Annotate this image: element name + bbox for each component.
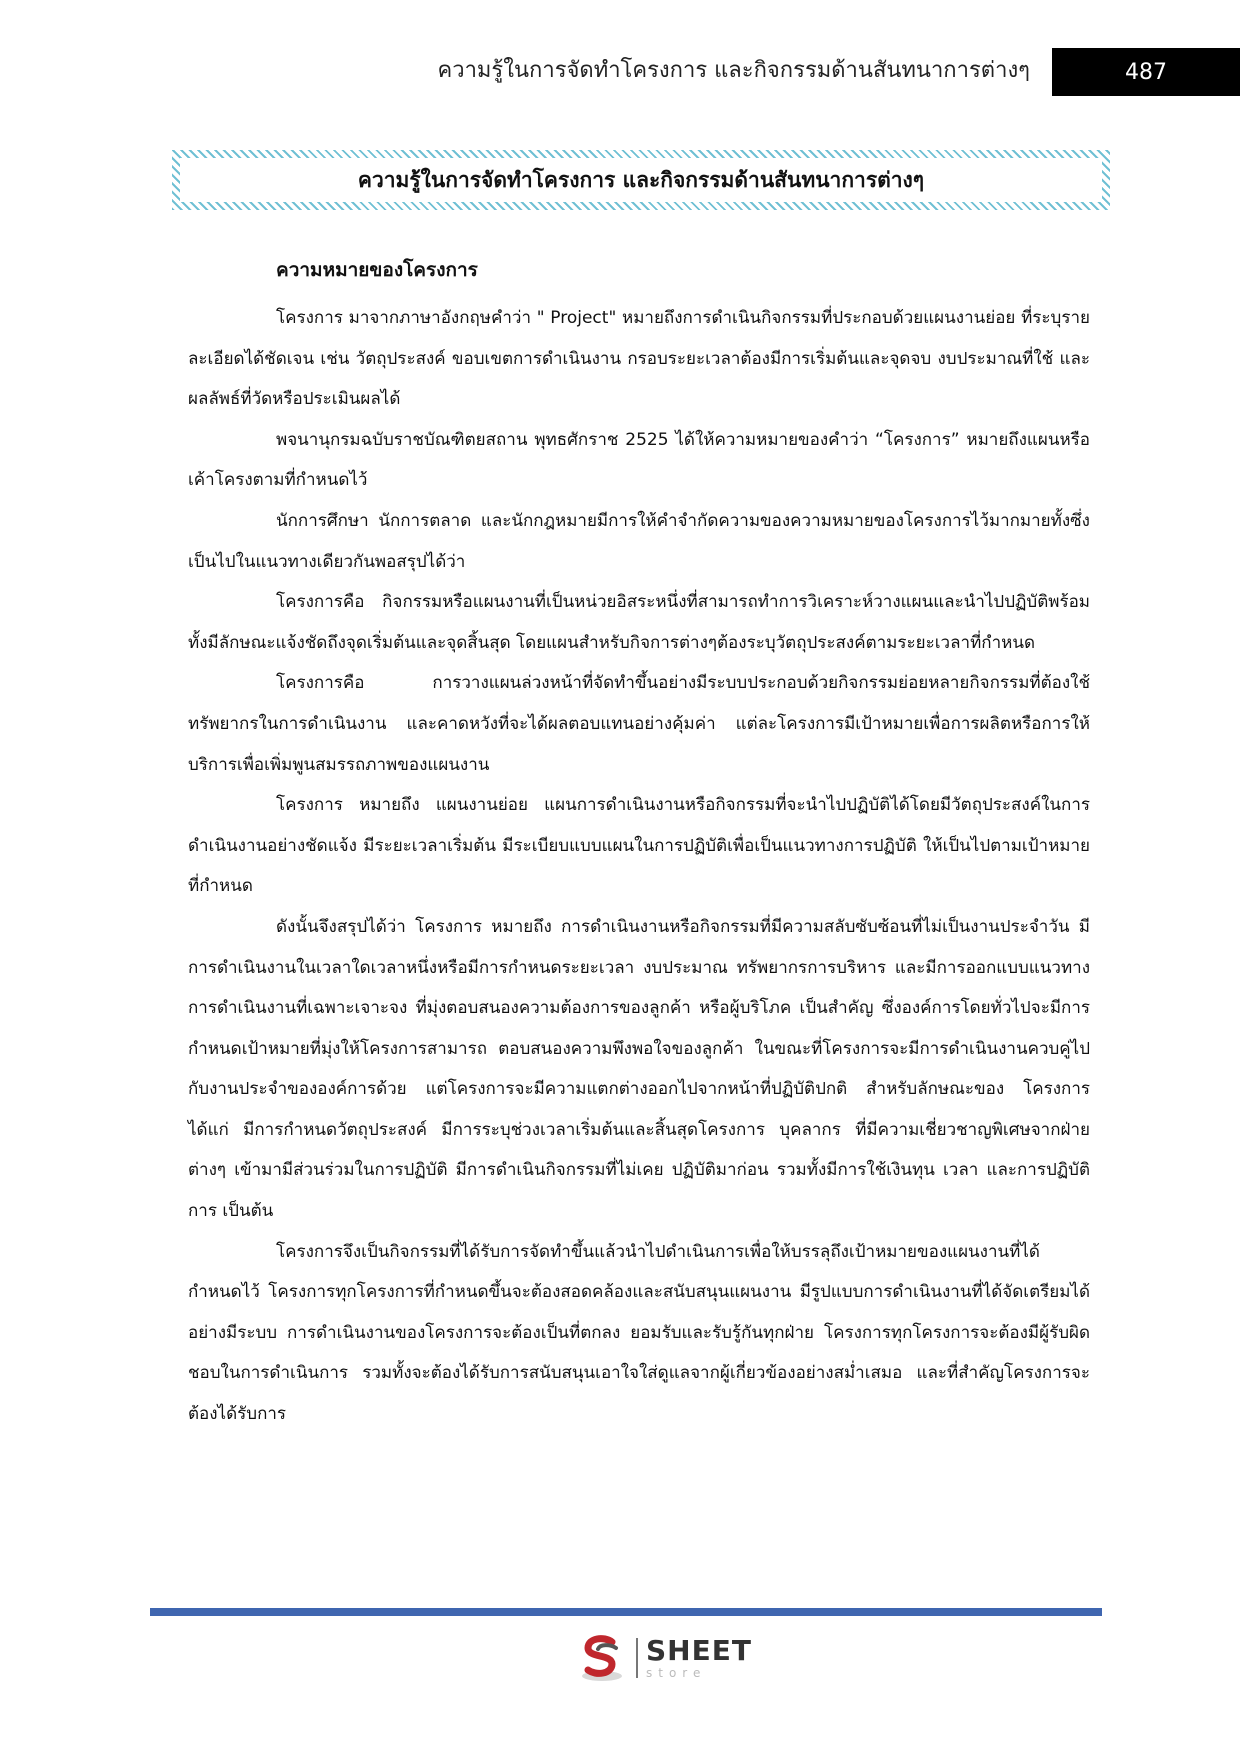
paragraph: พจนานุกรมฉบับราชบัณฑิตยสถาน พุทธศักราช 2525 ได้ให้ความหมายของคำว่า “โครงการ” หมายถึงแผนหรือเค้าโครงตามที่กำหนดไว้ — [188, 429, 1090, 491]
logo-main-text: SHEET — [646, 1634, 752, 1667]
page-number-box — [1052, 48, 1240, 96]
heading-definition: ความหมายของโครงการ — [276, 259, 478, 281]
logo-sub-text: store — [646, 1666, 707, 1680]
footer-divider — [150, 1608, 1102, 1616]
paragraph: โครงการคือ การวางแผนล่วงหน้าที่จัดทำขึ้นอย่างมีระบบประกอบด้วยกิจกรรมย่อยหลายกิจกรรมที่ต้องใช้ทรัพยากรในการดำเนินงาน และคาดหวังที่จะได้ผลตอบแทนอย่างคุ้มค่า แต่ละโครงการมีเป้าหมายเพื่อการผลิตหรือการให้บริการเพื่อเพิ่มพูนสมรรถภาพของแผนงาน — [188, 673, 1090, 775]
logo-text — [646, 1634, 752, 1680]
document-body — [188, 250, 1090, 1435]
section-title: ความรู้ในการจัดทำโครงการ และกิจกรรมด้านสันทนาการต่างๆ — [180, 158, 1102, 202]
page-number: 487 — [1125, 59, 1167, 85]
sheet-store-logo — [576, 1632, 752, 1684]
paragraph: โครงการคือ กิจกรรมหรือแผนงานที่เป็นหน่วยอิสระหนึ่งที่สามารถทำการวิเคราะห์วางแผนและนำไปปฏิบัติพร้อมทั้งมีลักษณะแจ้งชัดถึงจุดเริ่มต้นและจุดสิ้นสุด โดยแผนสำหรับกิจการต่างๆต้องระบุวัตถุประสงค์ตามระยะเวลาที่กำหนด — [188, 592, 1090, 653]
section-title-box — [172, 150, 1110, 210]
sheet-store-logo-icon — [576, 1632, 628, 1684]
running-header-title: ความรู้ในการจัดทำโครงการ และกิจกรรมด้านสันทนาการต่างๆ — [437, 58, 1030, 83]
paragraph: ดังนั้นจึงสรุปได้ว่า โครงการ หมายถึง การดำเนินงานหรือกิจกรรมที่มีความสลับซับซ้อนที่ไม่เป็นงานประจำวัน มีการดำเนินงานในเวลาใดเวลาหนึ่งหรือมีการกำหนดระยะเวลา งบประมาณ ทรัพยากรการบริหาร และมีการออกแบบแนวทางการดำเนินงานที่เฉพาะเจาะจง ที่มุ่งตอบสนองความต้องการของลูกค้า หรือผู้บริโภค เป็นสำคัญ ซึ่งองค์การโดยทั่วไปจะมีการกำหนดเป้าหมายที่มุ่งให้โครงการสามารถ ตอบสนองความพึงพอใจของลูกค้า ในขณะที่โครงการจะมีการดำเนินงานควบคู่ไปกับงานประจำขององค์การด้วย แต่โครงการจะมีความแตกต่างออกไปจากหน้าที่ปฏิบัติปกติ สำหรับลักษณะของ โครงการ ได้แก่ มีการกำหนดวัตถุประสงค์ มีการระบุช่วงเวลาเริ่มต้นและสิ้นสุดโครงการ บุคลากร ที่มีความเชี่ยวชาญพิเศษจากฝ่ายต่างๆ เข้ามามีส่วนร่วมในการปฏิบัติ มีการดำเนินกิจกรรมที่ไม่เคย ปฏิบัติมาก่อน รวมทั้งมีการใช้เงินทุน เวลา และการปฏิบัติการ เป็นต้น — [188, 916, 1090, 1222]
paragraph: นักการศึกษา นักการตลาด และนักกฎหมายมีการให้คำจำกัดความของความหมายของโครงการไว้มากมายทั้งซึ่งเป็นไปในแนวทางเดียวกันพอสรุปได้ว่า — [188, 510, 1090, 572]
paragraph: โครงการจึงเป็นกิจกรรมที่ได้รับการจัดทำขึ้นแล้วนำไปดำเนินการเพื่อให้บรรลุถึงเป้าหมายของแผนงานที่ได้กำหนดไว้ โครงการทุกโครงการที่กำหนดขึ้นจะต้องสอดคล้องและสนับสนุนแผนงาน มีรูปแบบการดำเนินงานที่ได้จัดเตรียมได้อย่างมีระบบ การดำเนินงานของโครงการจะต้องเป็นที่ตกลง ยอมรับและรับรู้กันทุกฝ่าย โครงการทุกโครงการจะต้องมีผู้รับผิดชอบในการดำเนินการ รวมทั้งจะต้องได้รับการสนับสนุนเอาใจใส่ดูแลจากผู้เกี่ยวข้องอย่างสม่ำเสมอ และที่สำคัญโครงการจะต้องได้รับการ — [188, 1241, 1090, 1425]
paragraph: โครงการ หมายถึง แผนงานย่อย แผนการดำเนินงานหรือกิจกรรมที่จะนำไปปฏิบัติได้โดยมีวัตถุประสงค์ในการดำเนินงานอย่างชัดแจ้ง มีระยะเวลาเริ่มต้น มีระเบียบแบบแผนในการปฏิบัติเพื่อเป็นแนวทางการปฏิบัติ ให้เป็นไปตามเป้าหมายที่กำหนด — [188, 795, 1090, 897]
logo-divider — [636, 1638, 638, 1678]
paragraph: โครงการ มาจากภาษาอังกฤษคำว่า " Project" หมายถึงการดำเนินกิจกรรมที่ประกอบด้วยแผนงานย่อย ที่ระบุรายละเอียดได้ชัดเจน เช่น วัตถุประสงค์ ขอบเขตการดำเนินงาน กรอบระยะเวลาต้องมีการเริ่มต้นและจุดจบ งบประมาณที่ใช้ และผลลัพธ์ที่วัดหรือประเมินผลได้ — [188, 308, 1090, 410]
